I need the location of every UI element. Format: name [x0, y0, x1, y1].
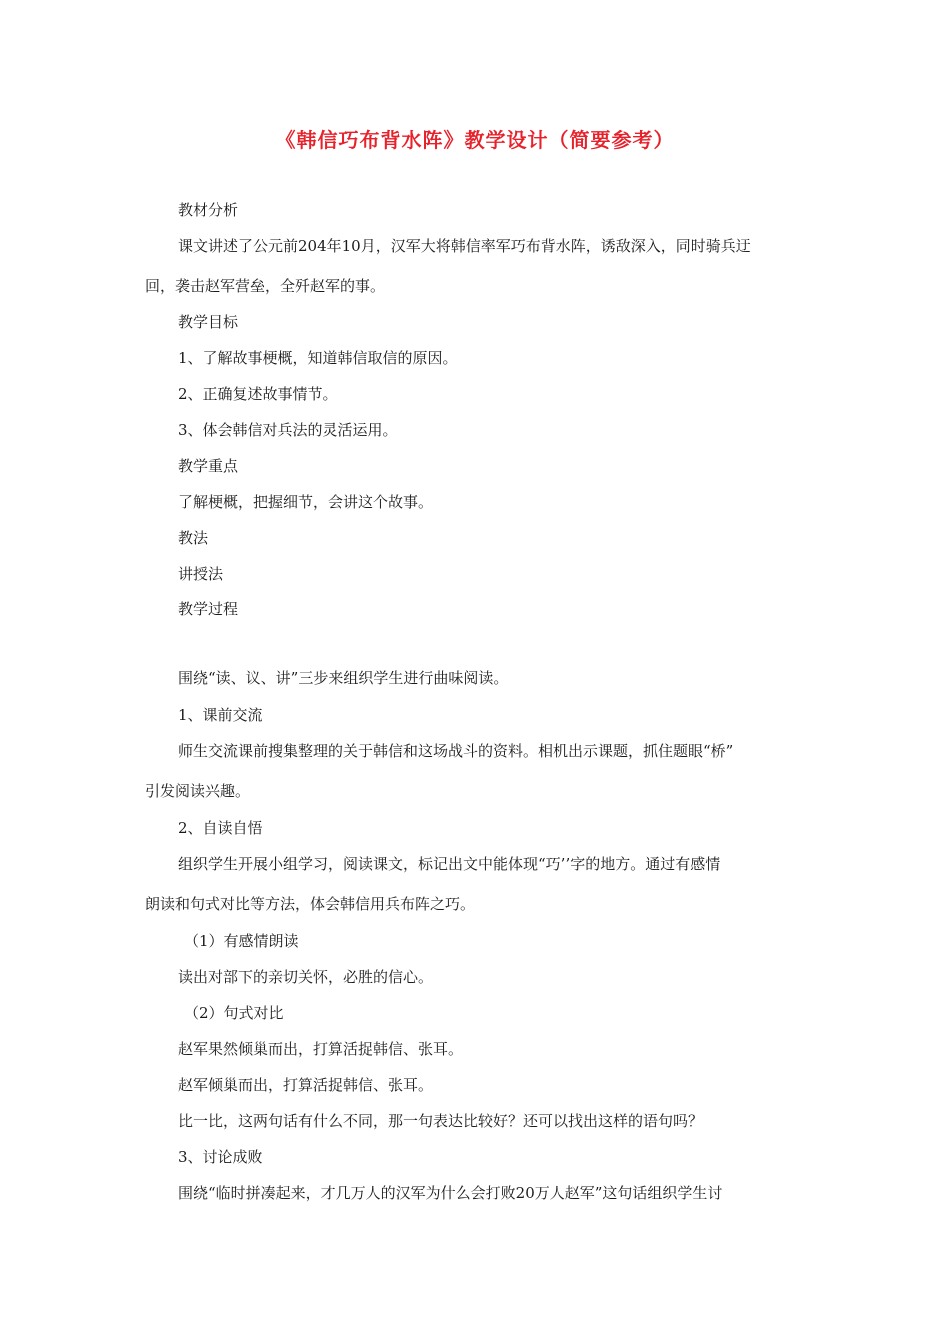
example-sentence: 赵军倾巢而出，打算活捉韩信、张耳。: [178, 1076, 434, 1094]
list-item: 3、体会韩信对兵法的灵活运用。: [178, 421, 398, 439]
paragraph-line: 回，袭击赵军营垒，全歼赵军的事。: [145, 277, 386, 295]
paragraph-line: 讲授法: [178, 565, 224, 583]
subsection-heading: 3、讨论成败: [178, 1148, 263, 1166]
section-heading: 教法: [178, 529, 209, 547]
section-heading: 教学目标: [178, 313, 239, 331]
paragraph-line: 引发阅读兴趣。: [145, 782, 251, 800]
paragraph-line: 读出对部下的亲切关怀，必胜的信心。: [178, 968, 434, 986]
paragraph-line: 组织学生开展小组学习，阅读课文，标记出文中能体现“巧’’字的地方。通过有感情: [178, 855, 721, 873]
example-sentence: 赵军果然倾巢而出，打算活捉韩信、张耳。: [178, 1040, 464, 1058]
sub-item-heading: （2）句式对比: [184, 1004, 284, 1022]
paragraph-line: 朗读和句式对比等方法，体会韩信用兵布阵之巧。: [145, 895, 476, 913]
list-item: 2、正确复述故事情节。: [178, 385, 338, 403]
paragraph-line: 了解梗概，把握细节，会讲这个故事。: [178, 493, 434, 511]
paragraph-line: 课文讲述了公元前204年10月，汉军大将韩信率军巧布背水阵，诱敌深入，同时骑兵迂: [178, 237, 751, 255]
paragraph-line: 围绕“临时拼凑起来，才几万人的汉军为什么会打败20万人赵军”这句话组织学生讨: [178, 1184, 723, 1202]
section-heading: 教材分析: [178, 201, 239, 219]
section-heading: 教学重点: [178, 457, 239, 475]
subsection-heading: 2、自读自悟: [178, 819, 263, 837]
paragraph-line: 围绕“读、议、讲”三步来组织学生进行曲味阅读。: [178, 669, 509, 687]
subsection-heading: 1、课前交流: [178, 706, 263, 724]
paragraph-line: 比一比，这两句话有什么不同，那一句表达比较好？还可以找出这样的语句吗？: [178, 1112, 704, 1130]
document-title: 《韩信巧布背水阵》教学设计（简要参考）: [275, 128, 675, 152]
paragraph-line: 师生交流课前搜集整理的关于韩信和这场战斗的资料。相机出示课题，抓住题眼“桥”: [178, 742, 734, 760]
list-item: 1、了解故事梗概，知道韩信取信的原因。: [178, 349, 458, 367]
sub-item-heading: （1）有感情朗读: [184, 932, 299, 950]
section-heading: 教学过程: [178, 600, 239, 618]
